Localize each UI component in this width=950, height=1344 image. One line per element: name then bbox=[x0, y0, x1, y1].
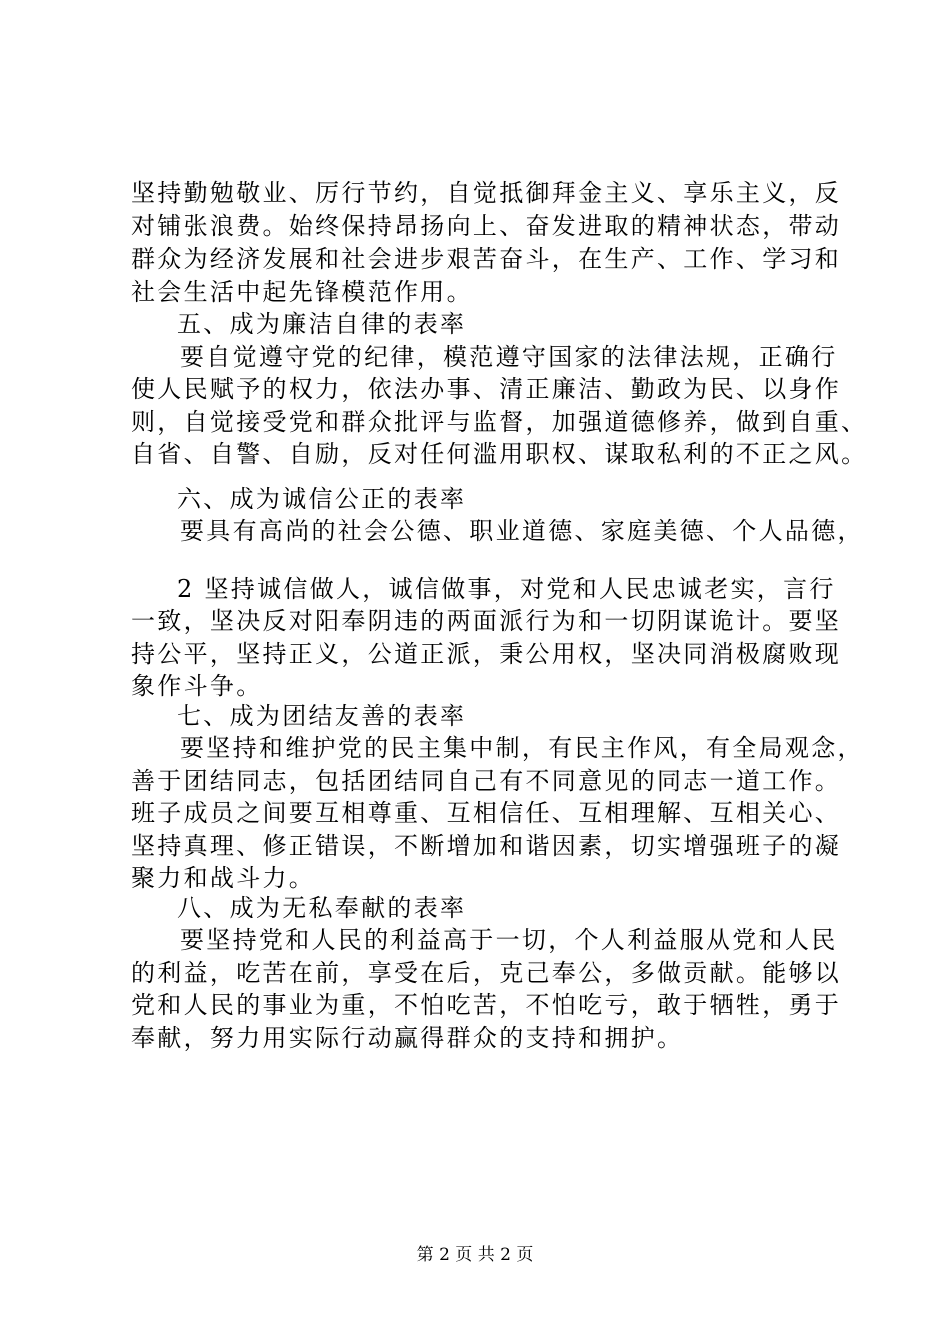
paragraph-line: 要坚持和维护党的民主集中制，有民主作风，有全局观念， bbox=[180, 734, 864, 762]
paragraph-line: 自省、自警、自励，反对任何滥用职权、谋取私利的不正之风。 bbox=[131, 440, 868, 468]
section-heading-8: 八、成为无私奉献的表率 bbox=[177, 894, 467, 922]
paragraph-line: 善于团结同志，包括团结同自己有不同意见的同志一道工作。 bbox=[131, 767, 842, 795]
section-heading-6: 六、成为诚信公正的表率 bbox=[177, 485, 467, 513]
section-heading-7: 七、成为团结友善的表率 bbox=[177, 702, 467, 730]
paragraph-line: 聚力和战斗力。 bbox=[131, 864, 316, 892]
paragraph-line: 2 坚持诚信做人，诚信做事，对党和人民忠诚老实，言行 bbox=[177, 575, 836, 603]
paragraph-line: 社会生活中起先锋模范作用。 bbox=[131, 278, 473, 306]
paragraph-line: 党和人民的事业为重，不怕吃苦，不怕吃亏，敢于牺牲，勇于 bbox=[131, 991, 842, 1019]
paragraph-line: 使人民赋予的权力，依法办事、清正廉洁、勤政为民、以身作 bbox=[131, 375, 842, 403]
section-heading-5: 五、成为廉洁自律的表率 bbox=[177, 310, 467, 338]
paragraph-line: 奉献，努力用实际行动赢得群众的支持和拥护。 bbox=[131, 1024, 684, 1052]
paragraph-line: 群众为经济发展和社会进步艰苦奋斗，在生产、工作、学习和 bbox=[131, 245, 842, 273]
page-footer: 第 2 页 共 2 页 bbox=[416, 1245, 534, 1265]
paragraph-line: 要坚持党和人民的利益高于一切，个人利益服从党和人民 bbox=[180, 926, 838, 954]
paragraph-line: 对铺张浪费。始终保持昂扬向上、奋发进取的精神状态，带动 bbox=[131, 212, 842, 240]
paragraph-line: 一致，坚决反对阳奉阴违的两面派行为和一切阴谋诡计。要坚 bbox=[131, 607, 842, 635]
paragraph-line: 坚持真理、修正错误，不断增加和谐因素，切实增强班子的凝 bbox=[131, 832, 842, 860]
paragraph-line: 要自觉遵守党的纪律，模范遵守国家的法律法规，正确行 bbox=[180, 343, 838, 371]
paragraph-line: 象作斗争。 bbox=[131, 672, 263, 700]
paragraph-line: 则，自觉接受党和群众批评与监督，加强道德修养，做到自重、 bbox=[131, 408, 868, 436]
paragraph-line: 的利益，吃苦在前，享受在后，克己奉公，多做贡献。能够以 bbox=[131, 959, 842, 987]
paragraph-line: 持公平，坚持正义，公道正派，秉公用权，坚决同消极腐败现 bbox=[131, 640, 842, 668]
paragraph-line: 坚持勤勉敬业、厉行节约，自觉抵御拜金主义、享乐主义，反 bbox=[131, 179, 842, 207]
paragraph-line: 要具有高尚的社会公德、职业道德、家庭美德、个人品德， bbox=[180, 517, 864, 545]
paragraph-line: 班子成员之间要互相尊重、互相信任、互相理解、互相关心、 bbox=[131, 799, 842, 827]
